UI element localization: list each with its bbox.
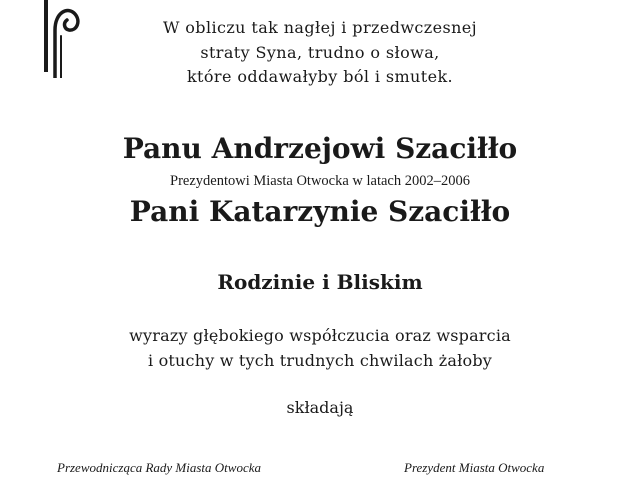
family-heading: Rodzinie i Bliskim	[217, 270, 423, 294]
intro-text	[0, 16, 640, 90]
condolences-text	[0, 323, 640, 373]
intro-line: W obliczu tak nagłej i przedwczesnej	[162, 18, 478, 37]
signature-council-chair: Przewodnicząca Rady Miasta Otwocka	[57, 460, 261, 475]
signed-text: składają	[286, 398, 354, 417]
condolences-line: wyrazy głębokiego współczucia oraz wsparcia	[129, 326, 511, 345]
condolences-line: i otuchy w tych trudnych chwilach żałoby	[147, 351, 493, 370]
recipient-name-1: Panu Andrzejowi Szaciłło	[122, 132, 518, 165]
intro-line: straty Syna, trudno o słowa,	[200, 42, 440, 62]
signature-mayor: Prezydent Miasta Otwocka	[404, 460, 545, 475]
recipient-name-2: Pani Katarzynie Szaciłło	[129, 195, 511, 228]
intro-line: które oddawałyby ból i smutek.	[186, 67, 454, 86]
recipient-title: Prezydentowi Miasta Otwocka w latach 2002–2006	[170, 173, 470, 189]
